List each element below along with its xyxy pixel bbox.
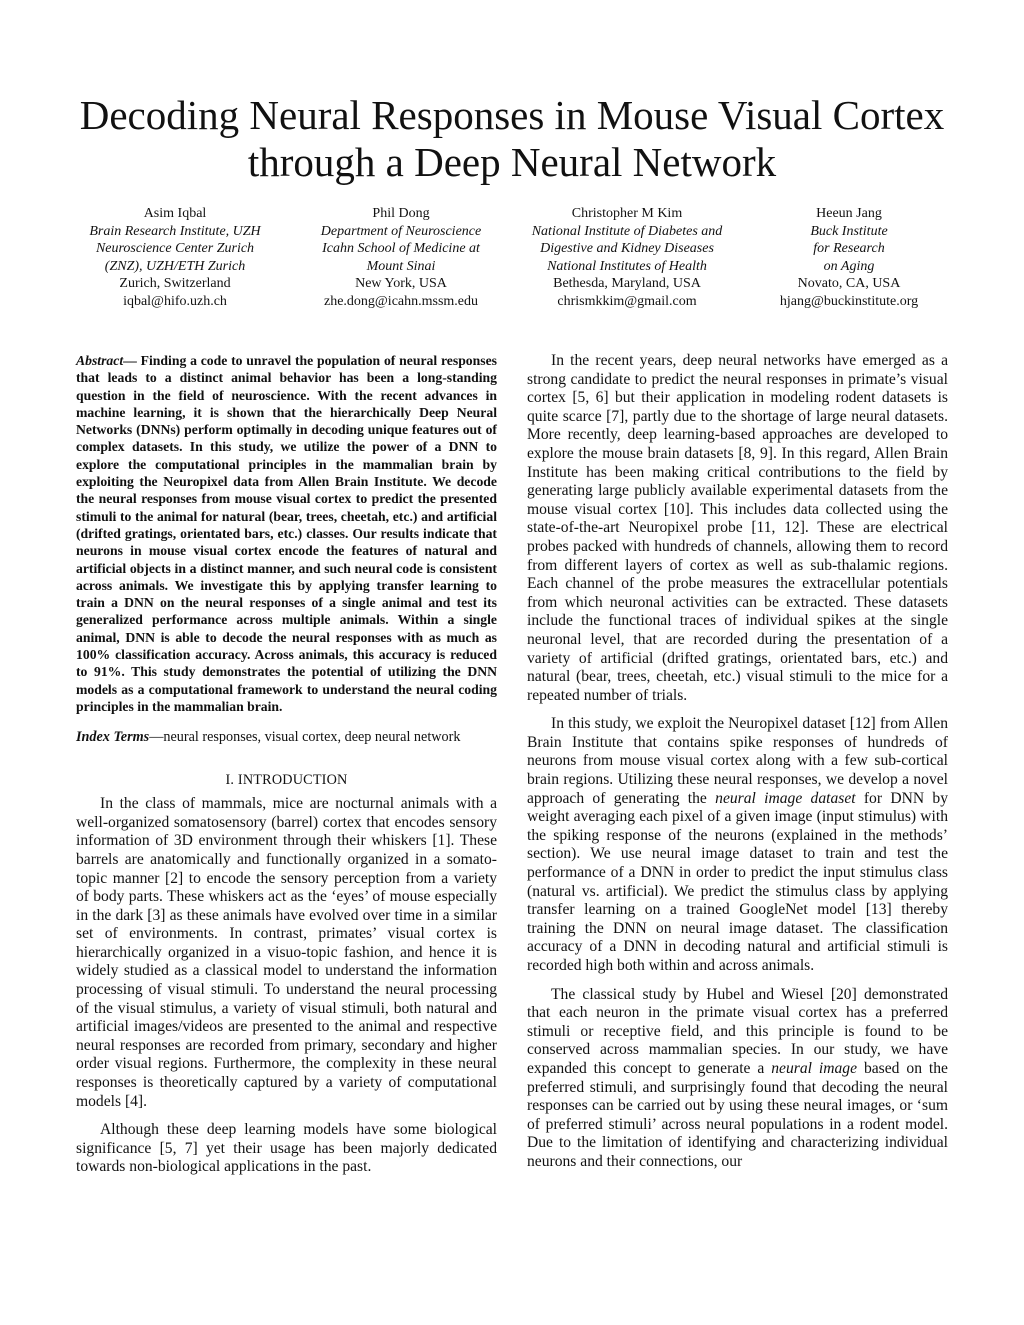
text-run: In this study, we exploit the Neuropixel dataset [12] from Allen Brain Institute that contains spike responses of hundreds of neurons from mouse visual cortex along with a few sub-cortical brain regions. Utilizing these neural responses, we develop a novel approach of generating the bbox=[527, 715, 948, 807]
author-affiliation: National Institutes of Health bbox=[547, 258, 707, 274]
author-location: Zurich, Switzerland bbox=[119, 276, 231, 292]
author-affiliation: Digestive and Kidney Diseases bbox=[540, 241, 714, 257]
body-paragraph-1: In the recent years, deep neural networks have emerged as a strong candidate to predict the neural responses in primate’s visual cortex [5, 6] but their application in modeling rodent datasets is quite scarce [7], partly due to the shortage of large neural datasets. More recently, deep learning-based approaches are developed to explore the mouse brain datasets [8, 9]. In this regard, Allen Brain Institute has been making critical contributions to the field by generating large publicly available experimental datasets from the mouse visual cortex [10]. This includes data collected using the state-of-the-art Neuropixel probe [11, 12]. These are electrical probes packed with hundreds of channels, allowing them to record from different layers of cortex as well as sub-thalamic regions. Each channel of the probe measures the extracellular potentials from which neuronal activities can be extracted. These datasets include the functional traces of individual spikes at the single neuronal level, that are recorded during the presentation of a variety of artificial (drifted gratings, orientated bars, etc.) and natural (bear, trees, cheetah, etc.) visual stimuli to the mice for a repeated number of trials. bbox=[527, 352, 948, 704]
author-name: Phil Dong bbox=[372, 206, 430, 221]
author-name: Heeun Jang bbox=[816, 206, 882, 221]
left-column bbox=[76, 352, 497, 1187]
emphasis: neural image bbox=[771, 1059, 858, 1077]
abstract-label: Abstract bbox=[76, 353, 124, 368]
body-paragraph-2 bbox=[527, 715, 948, 975]
author-2 bbox=[286, 205, 516, 311]
section-numeral: I. bbox=[225, 771, 235, 788]
paper-title bbox=[40, 92, 984, 186]
author-affiliation: Icahn School of Medicine at bbox=[322, 241, 480, 257]
author-affiliation: (ZNZ), UZH/ETH Zurich bbox=[104, 258, 246, 274]
author-email: hjang@buckinstitute.org bbox=[779, 293, 919, 309]
abstract-text: — Finding a code to unravel the population of neural responses that leads to a distinct animal behavior has been a long-standing question in the field of neuroscience. With the recent advances in machine learning, it is shown that the hierarchically Deep Neural Networks (DNNs) perform optimally in decoding unique features out of complex datasets. In this study, we utilize the power of a DNN to explore the computational principles in the mammalian brain by exploiting the Neuropixel data from Allen Brain Institute. We decode the neural responses from mouse visual cortex to predict the presented stimuli to the animal for natural (bear, trees, cheetah, etc.) and artificial (drifted gratings, orientated bars, etc.) classes. Our results indicate that neurons in mouse visual cortex encode the features of natural and artificial objects in a distinct manner, and such neural code is consistent across animals. We investigate this by applying transfer learning to train a DNN on the neural responses of a single animal and test its generalized performance across multiple animals. Within a single animal, DNN is able to decode the neural responses with as much as 100% classification accuracy. Across animals, this accuracy is reduced to 91%. This study demonstrates the potential of utilizing the DNN models as a computational framework to understand the neural coding principles in the mammalian brain. bbox=[76, 353, 497, 714]
author-affiliation: Brain Research Institute, UZH bbox=[89, 223, 261, 239]
index-terms-label: Index Terms bbox=[76, 729, 150, 746]
author-location: Novato, CA, USA bbox=[797, 276, 901, 292]
author-email: chrismkkim@gmail.com bbox=[557, 293, 697, 309]
index-terms-text: —neural responses, visual cortex, deep neural network bbox=[149, 729, 461, 746]
emphasis: neural image dataset bbox=[715, 789, 856, 807]
right-column bbox=[527, 352, 948, 1182]
author-affiliation: Buck Institute bbox=[810, 223, 888, 239]
author-name: Asim Iqbal bbox=[143, 206, 207, 221]
author-3 bbox=[512, 205, 742, 311]
author-name: Christopher M Kim bbox=[571, 206, 683, 221]
intro-paragraph-1: In the class of mammals, mice are nocturnal animals with a well-organized somatosensory (barrel) cortex that encodes sensory information of 3D environment through their whiskers [1]. These barrels are anatomically and functionally organized in a somato-topic manner [2] to encode the sensory perception from a variety of body parts. These whiskers act as the ‘eyes’ of mouse especially in the dark [3] as these animals have evolved over time in a similar set of environments. In contrast, primates’ visual cortex is hierarchically organized in a visuo-topic fashion, and hence it is widely studied as a classical model to understand the information processing of visual stimuli. To understand the neural processing of the visual stimulus, a variety of visual stimuli, both natural and artificial images/videos are presented to the animal and respective neural responses are recorded from primary, secondary and higher order visual regions. Furthermore, the complexity in these neural responses is theoretically captured by a variety of computational models [4]. bbox=[76, 795, 497, 1110]
body-paragraph-3 bbox=[527, 986, 948, 1172]
author-location: New York, USA bbox=[355, 276, 447, 292]
title-line-1: Decoding Neural Responses in Mouse Visual Cortex bbox=[79, 92, 945, 138]
abstract bbox=[76, 352, 497, 715]
author-1 bbox=[60, 205, 290, 311]
author-email: iqbal@hifo.uzh.ch bbox=[123, 293, 227, 309]
text-run: for DNN by weight averaging each pixel of a given image (input stimulus) with the spiking response of the neurons (explained in the methods’ section). We use neural image dataset to train and test the performance of a DNN in order to predict the input stimulus class (natural vs. artificial). We predict the stimulus class by applying transfer learning on a trained GoogleNet model [13] thereby training the DNN on neural image dataset. The classification accuracy of a DNN in decoding natural and artificial stimuli is recorded high both within and across animals. bbox=[527, 789, 948, 974]
text-run: based on the preferred stimuli, and surprisingly found that decoding the neural responses can be carried out by using these neural images, or ‘sum of preferred stimuli’ across neural populations in a rodent model. Due to the limitation of identifying and characterizing individual neurons and their connections, our bbox=[527, 1059, 948, 1170]
intro-paragraph-2: Although these deep learning models have some biological significance [5, 7] yet their usage has been majorly dedicated towards non-biological applications in the past. bbox=[76, 1121, 497, 1176]
author-affiliation: Department of Neuroscience bbox=[320, 223, 482, 239]
author-affiliation: Mount Sinai bbox=[366, 258, 436, 274]
title-line-2: through a Deep Neural Network bbox=[247, 139, 777, 185]
author-affiliation: National Institute of Diabetes and bbox=[531, 223, 723, 239]
section-heading-introduction bbox=[76, 771, 497, 790]
section-title-rest: NTRODUCTION bbox=[242, 771, 348, 788]
author-affiliation: for Research bbox=[813, 241, 885, 257]
section-initial: I bbox=[237, 771, 243, 788]
index-terms bbox=[76, 729, 497, 746]
author-4 bbox=[734, 205, 964, 311]
author-email: zhe.dong@icahn.mssm.edu bbox=[323, 293, 479, 309]
author-location: Bethesda, Maryland, USA bbox=[553, 276, 701, 292]
author-affiliation: on Aging bbox=[823, 258, 875, 274]
text-run: The classical study by Hubel and Wiesel [20] demonstrated that each neuron in the primate visual cortex has a preferred stimuli or receptive field, and this principle is found to be conserved across mammalian species. In our study, we have expanded this concept to generate a bbox=[527, 985, 948, 1077]
author-affiliation: Neuroscience Center Zurich bbox=[95, 241, 255, 257]
